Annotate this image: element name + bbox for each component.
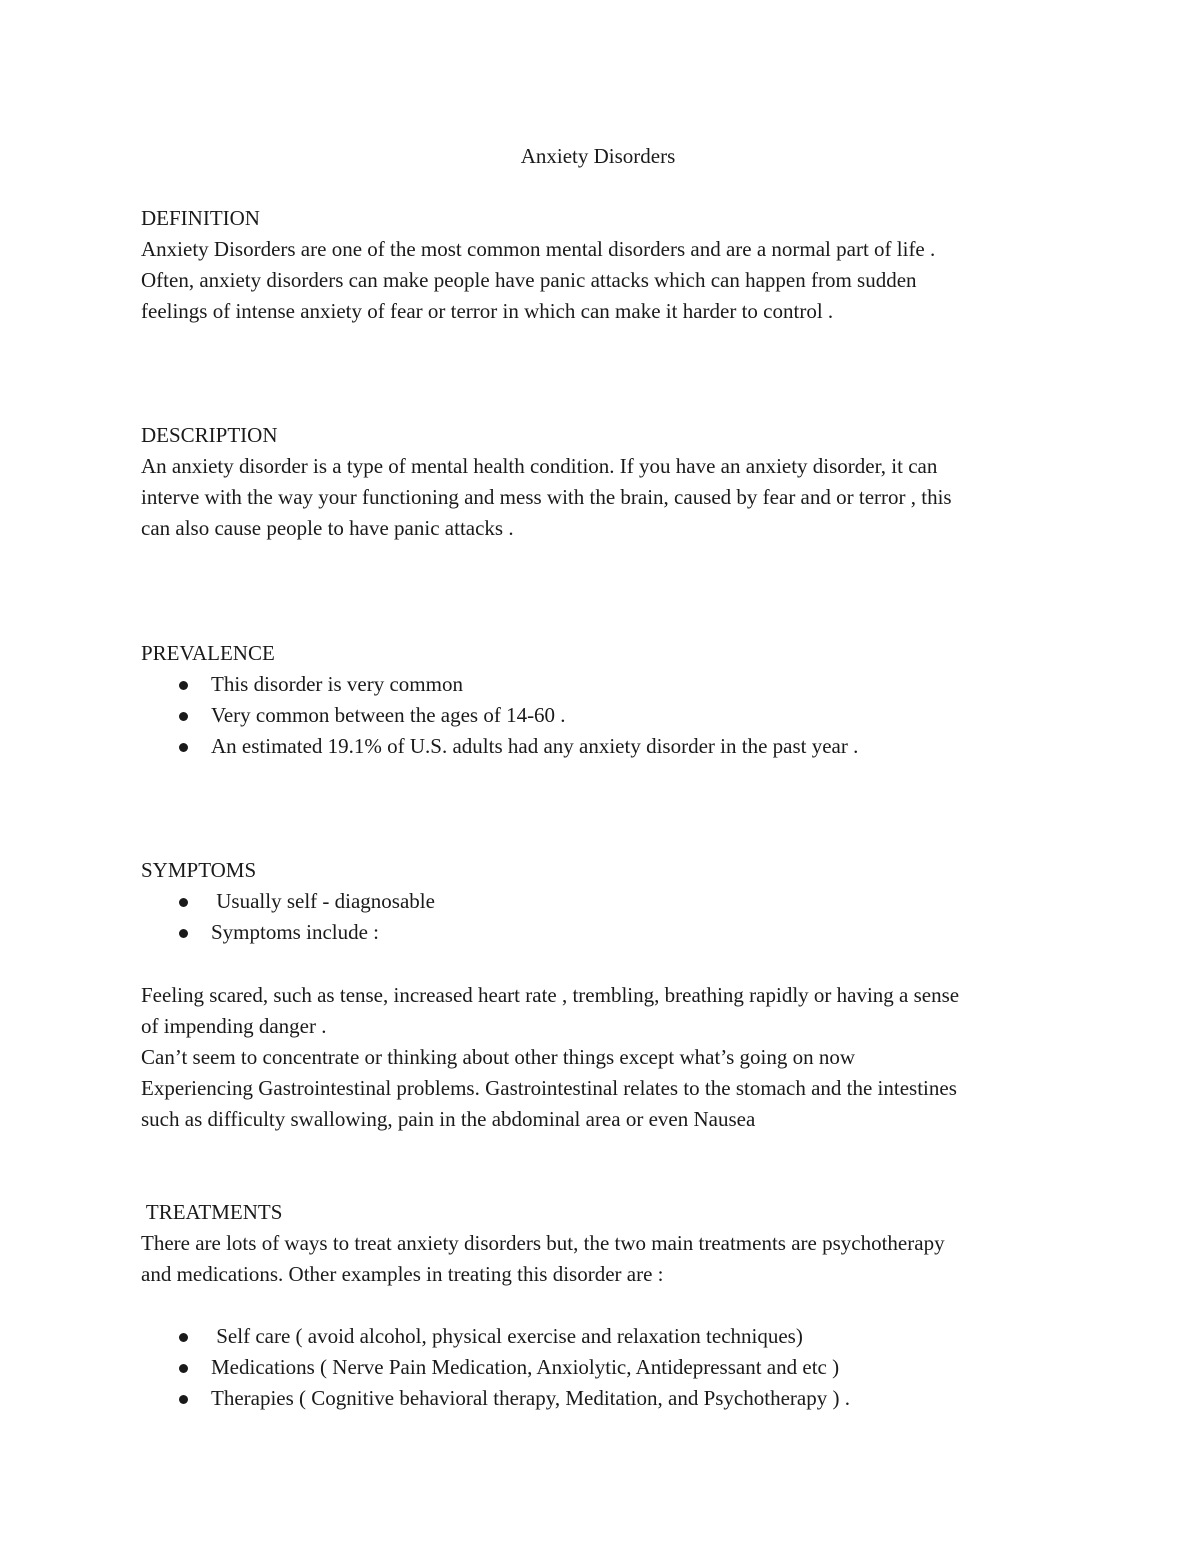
- description-line: interve with the way your functioning and mess with the brain, caused by fear and or terror , this: [141, 485, 952, 509]
- list-item-text: This disorder is very common: [211, 672, 463, 696]
- symptoms-line: such as difficulty swallowing, pain in the abdominal area or even Nausea: [141, 1107, 756, 1131]
- list-item-text: An estimated 19.1% of U.S. adults had any anxiety disorder in the past year .: [211, 734, 859, 758]
- definition-heading: DEFINITION: [141, 206, 260, 230]
- list-item-text: Self care ( avoid alcohol, physical exercise and relaxation techniques): [211, 1324, 803, 1348]
- treatments-line: There are lots of ways to treat anxiety disorders but, the two main treatments are psychotherapy: [141, 1231, 945, 1255]
- bullet-icon: [179, 1395, 188, 1404]
- description-heading: DESCRIPTION: [141, 423, 278, 447]
- definition-line: Often, anxiety disorders can make people have panic attacks which can happen from sudden: [141, 268, 917, 292]
- list-item-text: Very common between the ages of 14-60 .: [211, 703, 566, 727]
- bullet-icon: [179, 743, 188, 752]
- treatments-line: and medications. Other examples in treating this disorder are :: [141, 1262, 664, 1286]
- symptoms-heading: SYMPTOMS: [141, 858, 257, 882]
- symptoms-line: of impending danger .: [141, 1014, 327, 1038]
- bullet-icon: [179, 681, 188, 690]
- definition-line: Anxiety Disorders are one of the most common mental disorders and are a normal part of life .: [141, 237, 936, 261]
- treatments-heading: TREATMENTS: [141, 1200, 283, 1224]
- symptoms-line: Experiencing Gastrointestinal problems. Gastrointestinal relates to the stomach and the intestines: [141, 1076, 957, 1100]
- list-item-text: Usually self - diagnosable: [211, 889, 435, 913]
- description-line: can also cause people to have panic attacks .: [141, 516, 514, 540]
- symptoms-line: Feeling scared, such as tense, increased heart rate , trembling, breathing rapidly or having a sense: [141, 983, 960, 1007]
- description-line: An anxiety disorder is a type of mental health condition. If you have an anxiety disorder, it can: [141, 454, 938, 478]
- list-item-text: Symptoms include :: [211, 920, 379, 944]
- document-title: Anxiety Disorders: [520, 144, 676, 168]
- bullet-icon: [179, 1364, 188, 1373]
- bullet-icon: [179, 1333, 188, 1342]
- symptoms-line: Can’t seem to concentrate or thinking about other things except what’s going on now: [141, 1045, 856, 1069]
- bullet-icon: [179, 898, 188, 907]
- bullet-icon: [179, 929, 188, 938]
- list-item-text: Medications ( Nerve Pain Medication, Anxiolytic, Antidepressant and etc ): [211, 1355, 840, 1379]
- definition-line: feelings of intense anxiety of fear or terror in which can make it harder to control .: [141, 299, 834, 323]
- prevalence-heading: PREVALENCE: [141, 641, 275, 665]
- bullet-icon: [179, 712, 188, 721]
- list-item-text: Therapies ( Cognitive behavioral therapy, Meditation, and Psychotherapy ) .: [211, 1386, 850, 1410]
